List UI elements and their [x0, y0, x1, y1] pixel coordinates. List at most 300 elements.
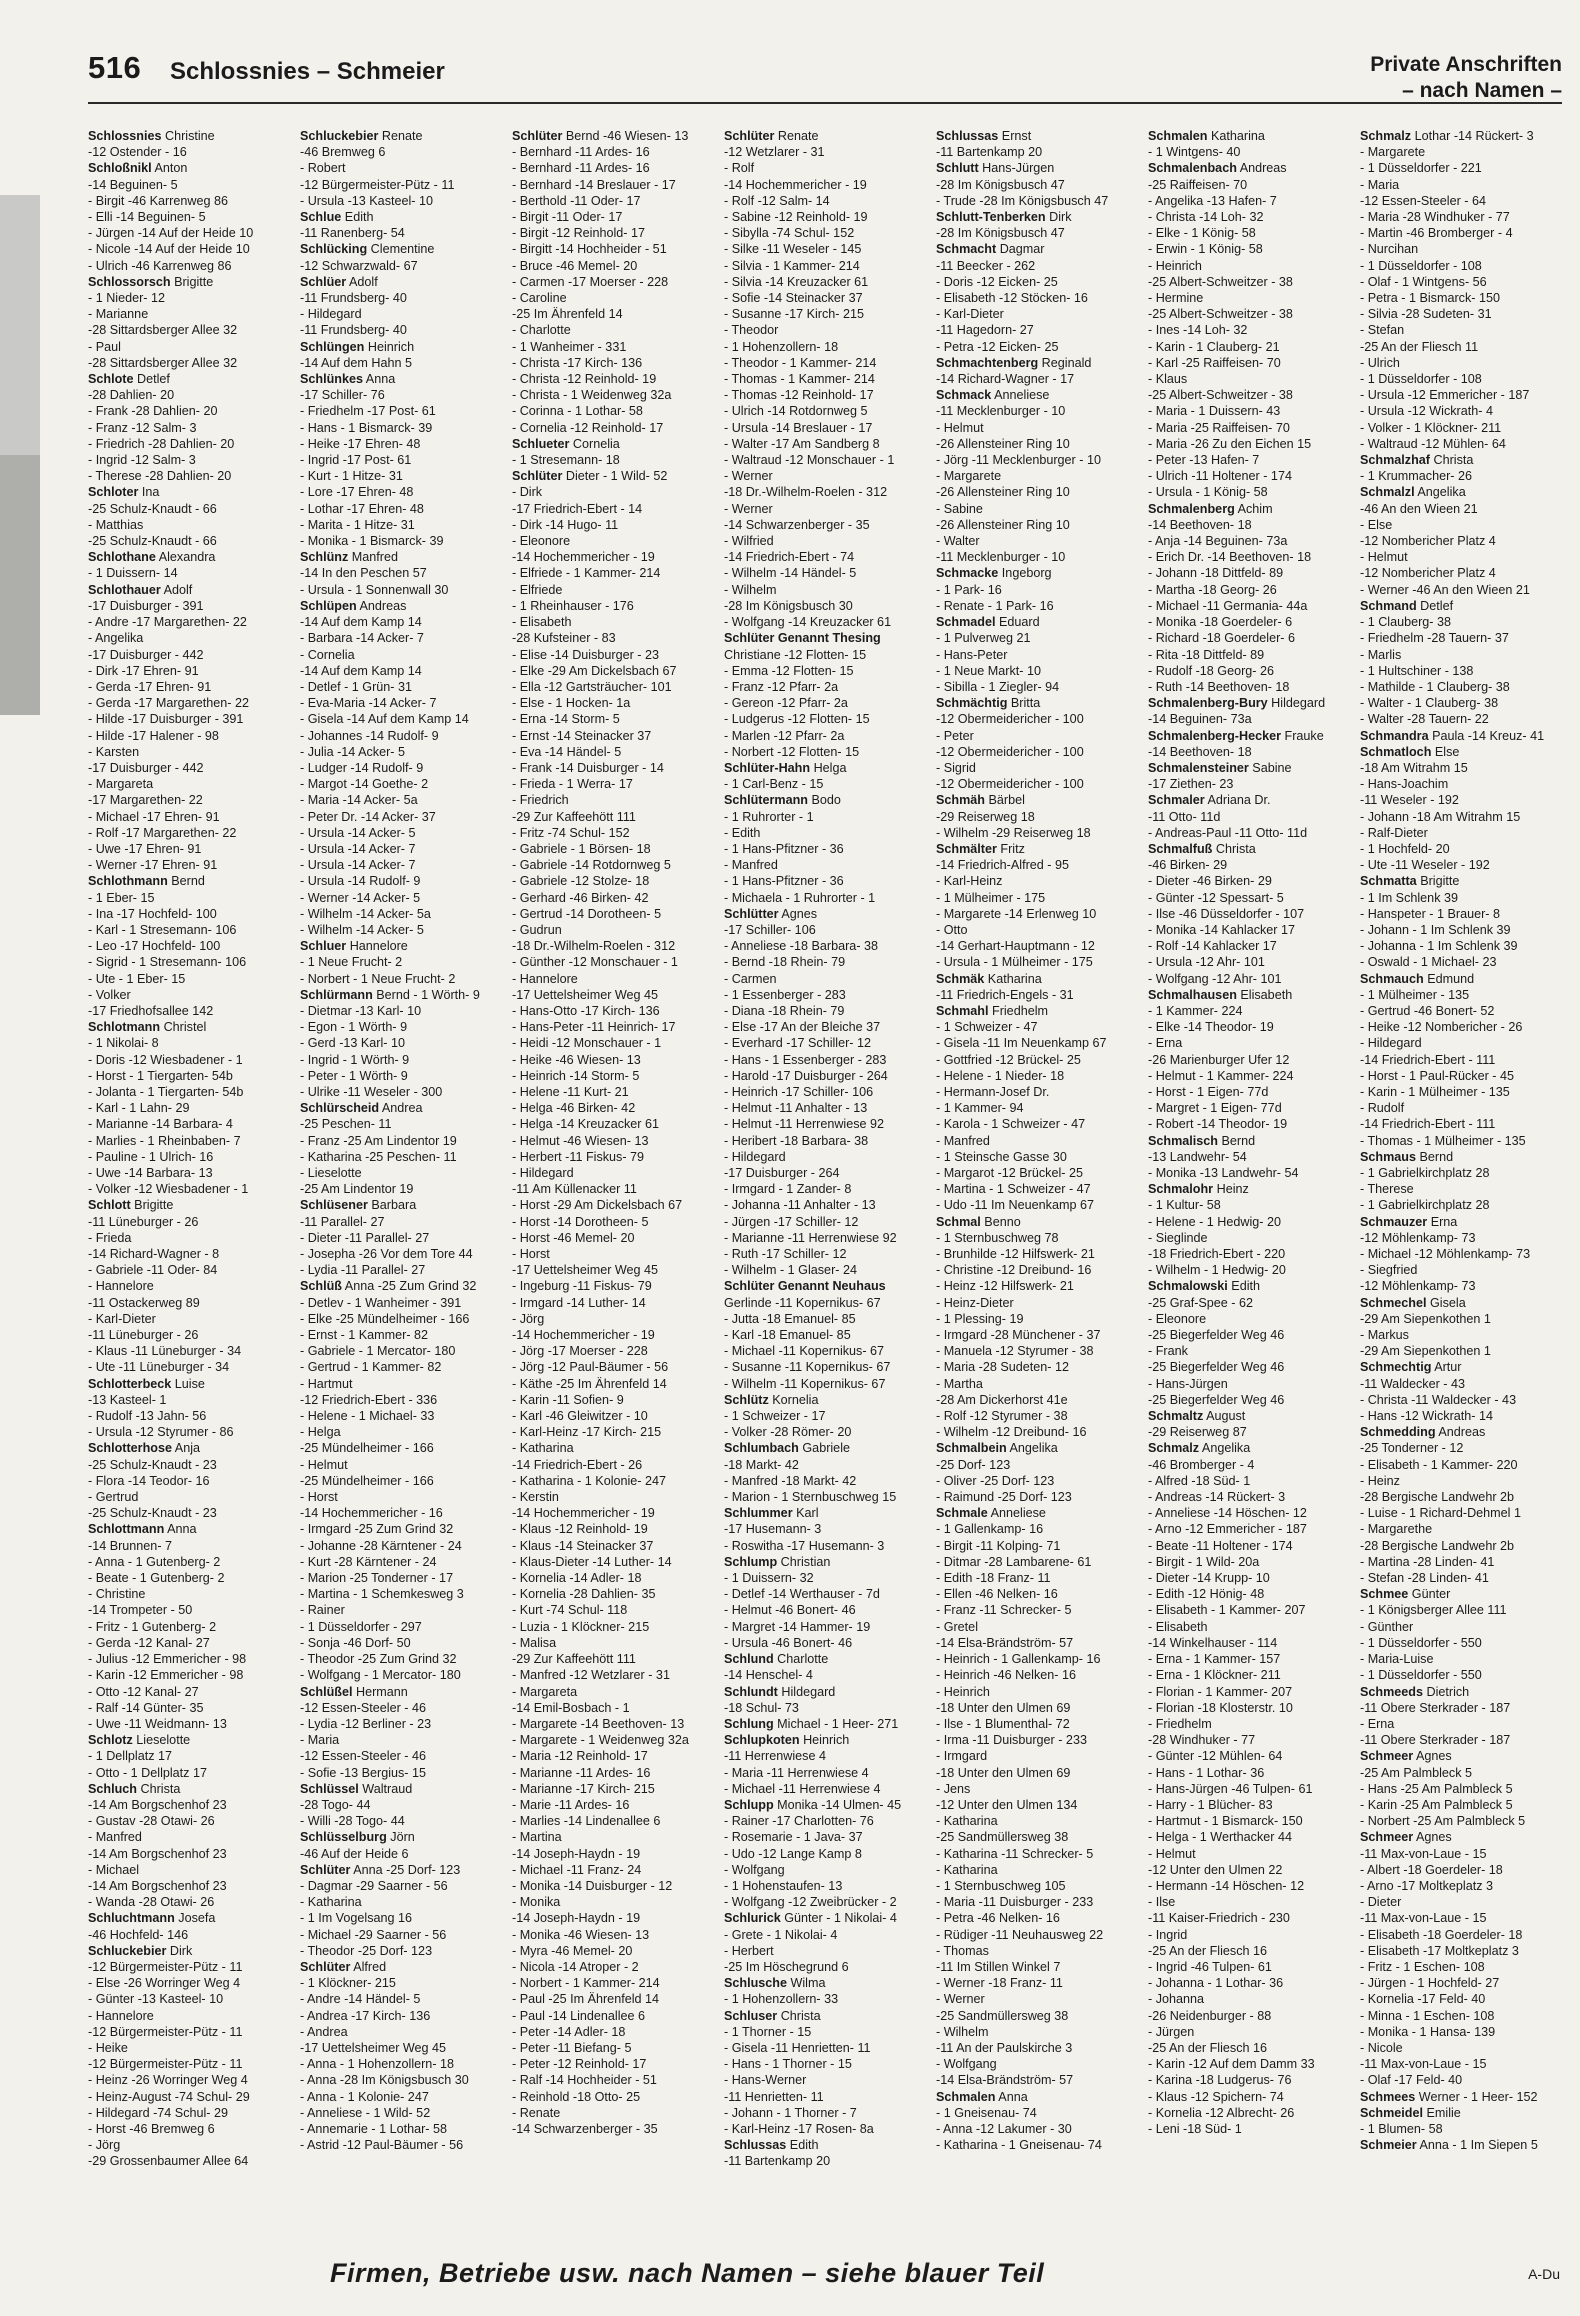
directory-entry: - Manfred -18 Markt- 42: [724, 1473, 857, 1488]
directory-entry: - 1 Hohenzollern- 18: [724, 339, 839, 354]
directory-entry: - Carmen -17 Moerser - 228: [512, 274, 669, 289]
entry-surname: Schlue: [300, 210, 342, 225]
directory-entry: - Erna: [1360, 1716, 1395, 1731]
directory-entry: [724, 630, 928, 646]
directory-entry: - Detlev - 1 Wanheimer - 391: [300, 1295, 462, 1310]
directory-entry: - Detlef -14 Werthauser - 7d: [724, 1587, 880, 1602]
directory-entry: - Olaf - 1 Wintgens- 56: [1360, 274, 1487, 289]
directory-entry: - Edith -18 Franz- 11: [936, 1571, 1051, 1586]
directory-entry: - Rainer: [300, 1603, 345, 1618]
directory-entry: - Gertrud: [88, 1490, 139, 1505]
directory-entry: Schlump Christian: [724, 1554, 831, 1569]
directory-entry: - Karola - 1 Schweizer - 47: [936, 1117, 1086, 1132]
directory-entry: Schlüssel Waltraud: [300, 1781, 413, 1796]
directory-entry: - Gabriele -12 Stolze- 18: [512, 874, 650, 889]
directory-entry: Schmächtig Britta: [936, 696, 1041, 711]
directory-entry: -11 Max-von-Laue - 15: [1360, 1846, 1487, 1861]
directory-entry: - Ruth -14 Beethoven- 18: [1148, 679, 1290, 694]
entry-surname: Schmacke: [936, 566, 999, 581]
directory-entry: - 1 Neue Frucht- 2: [300, 955, 403, 970]
directory-entry: -14 Joseph-Haydn - 19: [512, 1846, 641, 1861]
directory-entry: Schlüter Anna -25 Dorf- 123: [300, 1862, 461, 1877]
directory-entry: - Volker -12 Wiesbadener - 1: [88, 1182, 249, 1197]
directory-entry: - Gustav -28 Otawi- 26: [88, 1814, 215, 1829]
directory-entry: - Elisabeth - 1 Kammer- 207: [1148, 1603, 1306, 1618]
directory-entry: - 1 Im Schlenk 39: [1360, 890, 1458, 905]
directory-entry: - Albert -18 Goerdeler- 18: [1360, 1862, 1503, 1877]
directory-entry: - Berthold -11 Oder- 17: [512, 193, 641, 208]
entry-surname: Schlottmann: [88, 1522, 165, 1537]
directory-entry: - 1 Kammer- 94: [936, 1101, 1024, 1116]
directory-entry: - Sigrid - 1 Stresemann- 106: [88, 955, 247, 970]
directory-entry: - Volker -28 Römer- 20: [724, 1425, 852, 1440]
directory-entry: -12 Nombericher Platz 4: [1360, 566, 1496, 581]
directory-entry: -12 Bürgermeister-Pütz - 11: [88, 2024, 243, 2039]
directory-entry: Schmäh Bärbel: [936, 793, 1025, 808]
directory-entry: -12 Wetzlarer - 31: [724, 145, 825, 160]
directory-entry: - Gabriele -11 Oder- 84: [88, 1263, 218, 1278]
directory-entry: - Johanne -28 Kärntener - 24: [300, 1538, 462, 1553]
directory-entry: -25 Dorf- 123: [936, 1457, 1011, 1472]
entry-surname: Schmee: [1360, 1587, 1409, 1602]
entry-surname: Schmaler: [1148, 793, 1205, 808]
directory-entry: - Marlies - 1 Rheinbaben- 7: [88, 1133, 241, 1148]
directory-entry: -26 Allensteiner Ring 10: [936, 436, 1070, 451]
directory-entry: -17 Duisburger - 442: [88, 647, 204, 662]
directory-entry: Schmalhausen Elisabeth: [1148, 987, 1293, 1002]
directory-entry: Schlund Charlotte: [724, 1652, 829, 1667]
directory-entry: - Horst - 1 Paul-Rücker - 45: [1360, 1068, 1514, 1083]
directory-entry: -28 Im Königsbusch 47: [936, 226, 1065, 241]
entry-surname: Schlossorsch: [88, 274, 171, 289]
directory-entry: - Werner -17 Ehren- 91: [88, 858, 218, 873]
directory-entry: - Manuela -12 Styrumer - 38: [936, 1344, 1094, 1359]
directory-entry: - 1 Steinsche Gasse 30: [936, 1149, 1067, 1164]
directory-entry: -14 Am Borgschenhof 23: [88, 1878, 227, 1893]
directory-entry: - Rudolf: [1360, 1101, 1405, 1116]
directory-entry: Schlüer Adolf: [300, 274, 378, 289]
directory-entry: - Theodor - 1 Kammer- 214: [724, 355, 877, 370]
directory-entry: - Hanspeter - 1 Brauer- 8: [1360, 906, 1500, 921]
entry-surname: Schmahl: [936, 1003, 989, 1018]
directory-entry: - Karin -11 Sofien- 9: [512, 1392, 624, 1407]
directory-entry: - Rolf -12 Styrumer - 38: [936, 1409, 1068, 1424]
directory-entry: - Ludger -14 Rudolf- 9: [300, 760, 424, 775]
directory-entry: Schmalowski Edith: [1148, 1279, 1261, 1294]
directory-entry: - Ruth -17 Schiller- 12: [724, 1247, 847, 1262]
directory-entry: - Peter Dr. -14 Acker- 37: [300, 809, 436, 824]
directory-entry: -12 Essen-Steeler - 46: [300, 1749, 426, 1764]
directory-entry: Schlüter Renate: [724, 129, 819, 143]
directory-entry: - Gabriele -14 Rotdornweg 5: [512, 858, 671, 873]
directory-entry: - Heinz-Dieter: [936, 1295, 1014, 1310]
entry-surname: Schluser: [724, 2008, 778, 2023]
directory-entry: - Gertrud - 1 Kammer- 82: [300, 1360, 442, 1375]
entry-surname: Schlüter-Hahn: [724, 760, 811, 775]
directory-entry: -12 Friedrich-Ebert - 336: [300, 1392, 438, 1407]
directory-entry: - Karl-Dieter: [88, 1311, 156, 1326]
directory-entry: - Emma -12 Flotten- 15: [724, 663, 854, 678]
directory-entry: - Markus: [1360, 1328, 1409, 1343]
directory-entry: - Reinhold -18 Otto- 25: [512, 2089, 641, 2104]
directory-entry: - Jörg -17 Moerser - 228: [512, 1344, 648, 1359]
directory-entry: - Karl -18 Emanuel- 85: [724, 1328, 851, 1343]
directory-entry: - Margot -14 Goethe- 2: [300, 777, 429, 792]
directory-entry: - Helmut: [1148, 1846, 1196, 1861]
directory-entry: - Christa -17 Kirch- 136: [512, 355, 643, 370]
directory-entry: -11 Kaiser-Friedrich - 230: [1148, 1911, 1290, 1926]
directory-entry: - Detlef - 1 Grün- 31: [300, 679, 412, 694]
directory-entry: Schmandra Paula -14 Kreuz- 41: [1360, 728, 1545, 743]
directory-entry: - Sabine: [936, 501, 983, 516]
directory-entry: - Martha: [936, 1376, 983, 1391]
directory-entry: - Günter -12 Spessart- 5: [1148, 890, 1284, 905]
directory-entry: - Doris -12 Wiesbadener - 1: [88, 1052, 243, 1067]
directory-entry: - Fritz - 1 Gutenberg- 2: [88, 1619, 217, 1634]
directory-entry: - Marianne: [88, 307, 149, 322]
directory-entry: - 1 Clauberg- 38: [1360, 615, 1452, 630]
directory-entry: -29 Reiserweg 18: [936, 809, 1035, 824]
directory-entry: - 1 Plessing- 19: [936, 1311, 1024, 1326]
directory-entry: -25 Raiffeisen- 70: [1148, 177, 1248, 192]
directory-entry: - Edith: [724, 825, 761, 840]
directory-entry: - Sonja -46 Dorf- 50: [300, 1635, 411, 1650]
directory-entry: Schmälter Fritz: [936, 841, 1025, 856]
directory-entry: Schmalenberg-Hecker Frauke: [1148, 728, 1324, 743]
directory-entry: Schmand Detlef: [1360, 598, 1454, 613]
directory-entry: - Karl-Heinz -17 Rosen- 8a: [724, 2121, 874, 2136]
directory-entry: - Hans - 1 Bismarck- 39: [300, 420, 433, 435]
directory-entry: - Maria: [300, 1733, 340, 1748]
directory-entry: - 1 Nieder- 12: [88, 291, 165, 306]
directory-entry: - Lore -17 Ehren- 48: [300, 485, 414, 500]
directory-entry: - Roswitha -17 Husemann- 3: [724, 1538, 885, 1553]
directory-entry: -12 Unter den Ulmen 22: [1148, 1862, 1283, 1877]
directory-entry: -14 Auf dem Kamp 14: [300, 615, 422, 630]
directory-entry: - Werner -18 Franz- 11: [936, 1976, 1063, 1991]
directory-entry: - Manfred: [724, 858, 778, 873]
directory-entry: - 1 Blumen- 58: [1360, 2121, 1443, 2136]
directory-entry: -17 Ziethen- 23: [1148, 777, 1234, 792]
directory-entry: - Andreas-Paul -11 Otto- 11d: [1148, 825, 1308, 840]
column-4: [724, 128, 928, 2168]
directory-entry: - Silvia - 1 Kammer- 214: [724, 258, 860, 273]
directory-entry: - Anna - 1 Kolonie- 247: [300, 2089, 429, 2104]
entry-surname: Schlundt: [724, 1684, 778, 1699]
directory-entry: - Friedrich -28 Dahlien- 20: [88, 436, 235, 451]
directory-entry: - Michael: [88, 1862, 140, 1877]
directory-entry: - 1 Carl-Benz - 15: [724, 777, 824, 792]
directory-entry: - Michaela - 1 Ruhrorter - 1: [724, 890, 876, 905]
entry-surname: Schlünkes: [300, 372, 363, 387]
entry-surname: Schmalenberg: [1148, 501, 1235, 516]
directory-entry: - Michael -11 Franz- 24: [512, 1862, 642, 1877]
directory-entry: Schluckebier Dirk: [88, 1943, 193, 1958]
directory-entry: - Margarete: [1360, 145, 1426, 160]
directory-entry: -26 Neidenburger - 88: [1148, 2008, 1272, 2023]
directory-entry: - 1 Königsberger Allee 111: [1360, 1603, 1507, 1618]
directory-entry: -12 Bürgermeister-Pütz - 11: [300, 177, 455, 192]
directory-entry: - Ilse: [1148, 1895, 1176, 1910]
directory-entry: - Dirk: [512, 485, 543, 500]
directory-entry: - Peter -13 Hafen- 7: [1148, 453, 1260, 468]
directory-entry: - 1 Hultschiner - 138: [1360, 663, 1474, 678]
directory-entry: - Monika -13 Landwehr- 54: [1148, 1166, 1299, 1180]
directory-entry: - Julia -14 Acker- 5: [300, 744, 405, 759]
directory-entry: - Heike -12 Nombericher - 26: [1360, 1020, 1523, 1035]
directory-entry: - Klaus -12 Reinhold- 19: [512, 1522, 648, 1537]
directory-entry: - Marianne -11 Ardes- 16: [512, 1765, 651, 1780]
directory-entry: - Johann -18 Dittfeld- 89: [1148, 566, 1284, 581]
directory-entry: - Heribert -18 Barbara- 38: [724, 1133, 869, 1148]
directory-entry: - Heinz-August -74 Schul- 29: [88, 2089, 250, 2104]
directory-entry: -14 Hochemmericher - 16: [300, 1506, 443, 1521]
footer-code: A-Du: [1528, 2266, 1560, 2282]
entry-surname: Schlüter Genannt Thesing: [724, 631, 881, 646]
directory-entry: -17 Uettelsheimer Weg 45: [512, 1263, 659, 1278]
directory-entry: - Elke -14 Theodor- 19: [1148, 1020, 1274, 1035]
entry-surname: Schlueter: [512, 436, 570, 451]
directory-entry: -14 Richard-Wagner - 8: [88, 1247, 220, 1262]
directory-entry: - Franz -25 Am Lindentor 19: [300, 1133, 457, 1148]
directory-entry: - Wolfgang -12 Zweibrücker - 2: [724, 1895, 897, 1910]
entry-surname: Schluchtmann: [88, 1911, 175, 1926]
directory-entry: - 1 Wanheimer - 331: [512, 339, 627, 354]
directory-entry: - Christa - 1 Weidenweg 32a: [512, 388, 672, 403]
directory-entry: -25 An der Fliesch 16: [1148, 2040, 1268, 2055]
directory-entry: -26 Marienburger Ufer 12: [1148, 1052, 1290, 1067]
directory-entry: - Anneliese -14 Höschen- 12: [1148, 1506, 1307, 1521]
entry-surname: Schmandra: [1360, 728, 1429, 743]
directory-entry: - Monika - 1 Hansa- 139: [1360, 2024, 1496, 2039]
directory-entry: - Silvia -14 Kreuzacker 61: [724, 274, 869, 289]
directory-entry: -14 Elsa-Brändström- 57: [936, 1635, 1074, 1650]
directory-entry: Schmäk Katharina: [936, 971, 1042, 986]
directory-entry: - Oliver -25 Dorf- 123: [936, 1473, 1055, 1488]
directory-entry: - Ralf-Dieter: [1360, 825, 1428, 840]
directory-entry: - Heinrich -14 Storm- 5: [512, 1068, 640, 1083]
directory-entry: - Ursula -46 Bonert- 46: [724, 1635, 853, 1650]
directory-entry: Schlumbach Gabriele: [724, 1441, 850, 1456]
directory-entry: - Birgit -46 Karrenweg 86: [88, 193, 228, 208]
directory-entry: - Ursula -14 Breslauer - 17: [724, 420, 873, 435]
directory-entry: - Ingrid: [1148, 1927, 1188, 1942]
directory-entry: - Andrea: [300, 2024, 348, 2039]
directory-entry: Schlüßel Hermann: [300, 1684, 408, 1699]
directory-entry: - Margarete: [936, 469, 1002, 484]
directory-entry: Schmalisch Bernd: [1148, 1133, 1256, 1148]
directory-entry: -14 In den Peschen 57: [300, 566, 427, 581]
directory-entry: - Wanda -28 Otawi- 26: [88, 1895, 215, 1910]
directory-entry: Schmalenberg-Bury Hildegard: [1148, 696, 1326, 711]
directory-entry: -28 Sittardsberger Allee 32: [88, 323, 238, 338]
directory-entry: - 1 Klöckner- 215: [300, 1976, 396, 1991]
directory-entry: - Jörg: [512, 1311, 545, 1326]
directory-entry: Schlothane Alexandra: [88, 550, 216, 565]
directory-entry: Schluchtmann Josefa: [88, 1911, 216, 1926]
directory-entry: - Hildegard: [724, 1149, 786, 1164]
entry-surname: Schmäh: [936, 793, 985, 808]
directory-entry: - Martina - 1 Schweizer - 47: [936, 1182, 1091, 1197]
directory-entry: -28 Sittardsberger Allee 32: [88, 355, 238, 370]
directory-entry: - Helene - 1 Michael- 33: [300, 1409, 435, 1424]
directory-entry: - Hermann-Josef Dr.: [936, 1084, 1050, 1099]
directory-entry: -28 Windhuker - 77: [1148, 1733, 1256, 1748]
directory-entry: Schlüsener Barbara: [300, 1198, 417, 1213]
directory-entry: - Günther: [1360, 1619, 1414, 1634]
directory-entry: - Gerda -12 Kanal- 27: [88, 1635, 210, 1650]
directory-entry: - Bernhard -11 Ardes- 16: [512, 145, 650, 160]
directory-entry: - Käthe -25 Im Ährenfeld 14: [512, 1376, 667, 1391]
column-5: [936, 128, 1140, 2168]
directory-entry: -26 Allensteiner Ring 10: [936, 485, 1070, 500]
directory-entry: - Frank -14 Duisburger - 14: [512, 760, 664, 775]
directory-entry: - Rolf -17 Margarethen- 22: [88, 825, 237, 840]
directory-entry: Schmalenbach Andreas: [1148, 161, 1287, 176]
directory-entry: -11 Parallel- 27: [300, 1214, 385, 1229]
entry-surname: Schluckebier: [88, 1943, 167, 1958]
entry-surname: Schmeer: [1360, 1830, 1414, 1845]
directory-entry: - Anna -28 Im Königsbusch 30: [300, 2073, 469, 2088]
directory-entry: - Peter: [936, 728, 974, 743]
directory-entry: - Margret - 1 Eigen- 77d: [1148, 1101, 1282, 1116]
directory-entry: - Christa -14 Loh- 32: [1148, 210, 1264, 225]
directory-entry: - Herbert -11 Fiskus- 79: [512, 1149, 645, 1164]
section-heading-line1: Private Anschriften: [1370, 53, 1562, 76]
directory-entry: - Heinz -12 Hilfswerk- 21: [936, 1279, 1074, 1294]
directory-entry: - 1 Wintgens- 40: [1148, 145, 1241, 160]
directory-entry: - Hildegard: [1360, 1036, 1422, 1051]
directory-entry: -11 Lüneburger - 26: [88, 1328, 199, 1343]
directory-entry: -12 Nombericher Platz 4: [1360, 534, 1496, 549]
directory-entry: - Ingeburg -11 Fiskus- 79: [512, 1279, 652, 1294]
directory-entry: - 1 Park- 16: [936, 582, 1002, 597]
entry-surname: Schluer: [300, 939, 347, 954]
directory-entry: - Eva-Maria -14 Acker- 7: [300, 696, 437, 711]
directory-entry: - Irmgard -28 Münchener - 37: [936, 1328, 1101, 1343]
directory-entry: - Johanna -11 Anhalter - 13: [724, 1198, 876, 1213]
directory-entry: -17 Duisburger - 391: [88, 598, 204, 613]
directory-entry: Schlüter Dieter - 1 Wild- 52: [512, 469, 668, 484]
directory-entry: Schloßnikl Anton: [88, 161, 188, 176]
directory-entry: - Carmen: [724, 971, 777, 986]
directory-entry: Schlue Edith: [300, 210, 374, 225]
directory-entry: Schmachtenberg Reginald: [936, 355, 1092, 370]
directory-entry: - Margret -14 Hammer- 19: [724, 1619, 871, 1634]
directory-entry: - Karl - 1 Lahn- 29: [88, 1101, 190, 1116]
directory-entry: - 1 Mülheimer - 175: [936, 890, 1046, 905]
entry-surname: Schmalen: [1148, 129, 1208, 143]
entry-surname: Schmalenberg-Bury: [1148, 696, 1268, 711]
directory-entry: - Walter - 1 Clauberg- 38: [1360, 696, 1499, 711]
directory-entry: - Birgit -11 Oder- 17: [512, 210, 623, 225]
entry-surname: Schlung: [724, 1716, 774, 1731]
directory-entry: Schmechtig Artur: [1360, 1360, 1462, 1375]
entry-surname: Schmalzl: [1360, 485, 1415, 500]
directory-entry: - Klaus-Dieter -14 Luther- 14: [512, 1554, 672, 1569]
directory-entry: -11 Obere Sterkrader - 187: [1360, 1733, 1511, 1748]
directory-entry: Schlüpen Andreas: [300, 598, 407, 613]
directory-entry: -11 Obere Sterkrader - 187: [1360, 1700, 1511, 1715]
directory-entry: - Jutta -18 Emanuel- 85: [724, 1311, 856, 1326]
entry-surname: Schmees: [1360, 2089, 1416, 2104]
directory-entry: Schlussas Ernst: [936, 129, 1032, 143]
directory-entry: -14 Hochemmericher - 19: [512, 550, 655, 565]
directory-entry: - Kurt - 1 Hitze- 31: [300, 469, 403, 484]
entry-surname: Schlothmann: [88, 874, 168, 889]
directory-entry: - Julius -12 Emmericher - 98: [88, 1652, 247, 1667]
directory-entry: - Anja -14 Beguinen- 73a: [1148, 534, 1288, 549]
directory-entry: - Wilfried: [724, 534, 774, 549]
section-heading: [1370, 52, 1562, 104]
directory-entry: - Hilde -17 Duisburger - 391: [88, 712, 244, 727]
directory-entry: - Frieda - 1 Werra- 17: [512, 777, 633, 792]
directory-entry: - Peter -14 Adler- 18: [512, 2024, 626, 2039]
directory-entry: -14 Auf dem Hahn 5: [300, 355, 413, 370]
column-1: [88, 128, 292, 2168]
directory-entry: - Ursula - 1 König- 58: [1148, 485, 1268, 500]
directory-entry: - Waltraud -12 Mühlen- 64: [1360, 436, 1506, 451]
directory-entry: Schluch Christa: [88, 1781, 181, 1796]
directory-entry: - Sigrid: [936, 760, 976, 775]
directory-entry: - Wolfgang - 1 Mercator- 180: [300, 1668, 461, 1683]
entry-surname: Schlürscheid: [300, 1101, 380, 1116]
directory-entry: Schmadel Eduard: [936, 615, 1040, 630]
directory-entry: - Theodor -25 Zum Grind 32: [300, 1652, 457, 1667]
directory-entry: - Wolfgang -12 Ahr- 101: [1148, 971, 1282, 986]
directory-entry: - Hermann -14 Höschen- 12: [1148, 1878, 1305, 1893]
directory-entry: -11 Henrietten- 11: [724, 2089, 824, 2104]
directory-entry: - Elli -14 Beguinen- 5: [88, 210, 206, 225]
directory-entry: - Katharina -11 Schrecker- 5: [936, 1846, 1094, 1861]
directory-entry: - 1 Düsseldorfer - 108: [1360, 372, 1482, 387]
directory-entry: Schlossnies Christine: [88, 129, 215, 143]
entry-surname: Schloßnikl: [88, 161, 152, 176]
directory-entry: - Johanna - 1 Im Schlenk 39: [1360, 939, 1518, 954]
directory-entry: - Karin -25 Am Palmbleck 5: [1360, 1797, 1513, 1812]
directory-entry: - Jürgen - 1 Hochfeld- 27: [1360, 1976, 1500, 1991]
directory-entry: -14 Schwarzenberger - 35: [724, 517, 870, 532]
directory-entry: -25 Schulz-Knaudt - 66: [88, 534, 217, 549]
directory-entry: - Andreas -14 Rückert- 3: [1148, 1490, 1286, 1505]
directory-entry: Schlotmann Christel: [88, 1020, 207, 1035]
directory-entry: - Wilhelm -14 Acker- 5: [300, 922, 424, 937]
directory-entry: - Helmut -11 Anhalter - 13: [724, 1101, 868, 1116]
directory-entry: - Gerd -13 Karl- 10: [300, 1036, 405, 1051]
directory-entry: -28 Kufsteiner - 83: [512, 631, 616, 646]
directory-entry: -17 Uettelsheimer Weg 45: [512, 987, 659, 1002]
directory-entry: Schmeier Anna - 1 Im Siepen 5: [1360, 2138, 1538, 2153]
directory-entry: - Friedrich: [512, 793, 569, 808]
entry-surname: Schlusche: [724, 1976, 787, 1991]
directory-entry: - Hans-Otto -17 Kirch- 136: [512, 1003, 660, 1018]
directory-entry: -14 Hochemmericher - 19: [512, 1506, 655, 1521]
entry-surname: Schlott: [88, 1198, 131, 1213]
directory-entry: - Ernst -14 Steinacker 37: [512, 728, 652, 743]
entry-surname: Schmack: [936, 388, 992, 403]
directory-entry: - Ursula -14 Acker- 7: [300, 858, 416, 873]
directory-entry: - Marie -11 Ardes- 16: [512, 1797, 630, 1812]
directory-entry: - Flora -14 Teodor- 16: [88, 1473, 210, 1488]
directory-entry: - 1 Im Vogelsang 16: [300, 1911, 413, 1926]
directory-entry: -11 An der Paulskirche 3: [936, 2040, 1073, 2055]
directory-entry: -28 Am Dickerhorst 41e: [936, 1392, 1068, 1407]
directory-entry: -12 Schwarzwald- 67: [300, 258, 418, 273]
directory-entry: - Erna - 1 Klöckner- 211: [1148, 1668, 1281, 1683]
directory-entry: - Rolf -12 Salm- 14: [724, 193, 830, 208]
directory-entry: - Ursula -14 Acker- 7: [300, 841, 416, 856]
directory-entry: -14 Am Borgschenhof 23: [88, 1797, 227, 1812]
